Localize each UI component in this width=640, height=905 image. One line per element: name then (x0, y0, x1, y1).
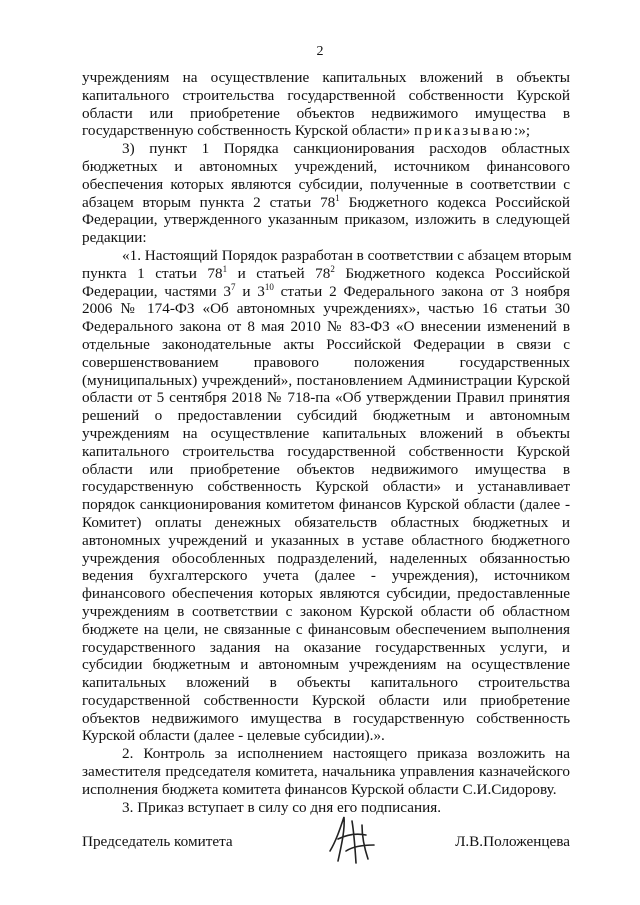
line-text: 3) пункт 1 Порядка санкционирования расходов областных (122, 140, 570, 158)
text-line (82, 87, 570, 105)
text-line (82, 532, 570, 550)
text-line (82, 781, 570, 799)
text-line (82, 710, 570, 728)
line-text-continued: Бюджетного кодекса Российской (339, 193, 570, 211)
line-text-continued: и статьей 78 (227, 264, 331, 282)
line-text: капитального строительства государственной собственности Курской (82, 442, 570, 460)
text-line (82, 425, 570, 443)
line-text: капитальных вложений в объекты капитального строительства (82, 674, 570, 692)
line-text: государственную собственность Курской области» (82, 122, 415, 140)
line-text: области или приобретение объектов недвижимого имущества в (82, 460, 570, 478)
line-text: субсидии бюджетным и автономным учреждениям на осуществление (82, 656, 570, 674)
line-text: пункта 1 статьи 78 (82, 264, 223, 282)
text-line (82, 443, 570, 461)
text-line (82, 176, 570, 194)
text-line (82, 140, 570, 158)
text-line (82, 478, 570, 496)
line-text: абзацем вторым пункта 2 статьи 78 (82, 193, 336, 211)
line-text: 2. Контроль за исполнением настоящего приказа возложить на (122, 745, 570, 763)
text-line (82, 389, 570, 407)
line-text: государственную собственность Курской области» и устанавливает (82, 478, 570, 496)
line-text: учреждения обособленных подразделений, наделенных обязанностью (82, 549, 570, 567)
signatory-title: Председатель комитета (82, 833, 233, 850)
line-text: государственного задания на оказание государственных услуги, и (82, 638, 570, 656)
text-line (82, 567, 570, 585)
text-line (82, 727, 570, 745)
superscript: 1 (222, 263, 228, 274)
line-text: области или приобретение объектов недвижимого имущества в (82, 104, 570, 122)
line-text: Курской области (далее - целевые субсидии).». (82, 727, 385, 745)
superscript: 7 (231, 281, 236, 292)
text-line (82, 692, 570, 710)
text-line (82, 550, 570, 568)
line-text: учреждениям на осуществление капитальных вложений в объекты (82, 69, 570, 86)
text-line (82, 461, 570, 479)
line-text: обеспечения которых являются субсидии, полученные в соответствии с (82, 175, 570, 193)
text-line (82, 211, 570, 229)
line-text: Федерации, частями 3 (82, 282, 232, 300)
line-text: (муниципальных) учреждений», постановлением Администрации Курской (82, 371, 570, 389)
line-text: автономных учреждений и указанных в уставе областного бюджетного (82, 531, 570, 549)
text-line (82, 514, 570, 532)
line-text: области от 5 сентября 2018 № 718-па «Об утверждении Правил принятия (82, 389, 570, 407)
line-text-continued: :»; (514, 122, 531, 140)
text-line (82, 621, 570, 639)
document-body (82, 69, 570, 816)
line-text: исполнения бюджета комитета финансов Курской области С.И.Сидорову. (82, 780, 557, 798)
line-text: Федерального закона от 8 мая 2010 № 83-ФЗ «О внесении изменений в (82, 318, 570, 336)
superscript: 2 (330, 263, 335, 274)
line-text: государственной собственности Курской области или приобретение (82, 691, 570, 709)
text-line (82, 229, 570, 247)
text-line (82, 354, 570, 372)
handwritten-signature (322, 811, 382, 869)
line-text-continued: Бюджетного кодекса Российской (334, 264, 570, 282)
text-line (82, 283, 570, 301)
line-text-continued: статьи 2 Федерального закона от 3 ноября (273, 282, 570, 300)
text-line (82, 656, 570, 674)
line-text: учреждениям в соответствии с законом Курской области об областном (82, 602, 570, 620)
line-text: бюджете на цели, не связанные с финансовым обеспечением выполнения (82, 620, 570, 638)
line-text: капитального строительства государственной собственности Курской (82, 86, 570, 104)
line-text: «1. Настоящий Порядок разработан в соответствии с абзацем вторым (122, 246, 572, 264)
line-text: редакции: (82, 229, 147, 247)
text-line (82, 247, 570, 265)
text-line (82, 603, 570, 621)
line-text: учреждениям на осуществление капитальных вложений в объекты (82, 424, 570, 442)
text-line (82, 318, 570, 336)
spaced-word: приказываю (414, 122, 515, 140)
text-line (82, 265, 570, 283)
line-text: Комитет) оплаты денежных обязательств областных бюджетных и (82, 513, 570, 531)
line-text: совершенствованием правового положения государственных (82, 353, 570, 371)
text-line (82, 496, 570, 514)
signature-block (82, 823, 570, 863)
text-line (82, 122, 570, 140)
superscript: 10 (264, 281, 274, 292)
text-line (82, 639, 570, 657)
page-number: 2 (316, 44, 324, 59)
line-text: Федерации, утвержденного указанным приказом, изложить в следующей (82, 211, 570, 229)
text-line (82, 336, 570, 354)
text-line (82, 585, 570, 603)
line-text-continued: и 3 (235, 282, 265, 300)
line-text: решений о предоставлении субсидий бюджетным и автономным (82, 407, 570, 425)
line-text: 2006 № 174-ФЗ «Об автономных учреждениях», частью 16 статьи 30 (82, 300, 570, 318)
text-line (82, 674, 570, 692)
line-text: финансового обеспечения которых являются субсидии, предоставленные (82, 585, 570, 603)
line-text: заместителя председателя комитета, начальника управления казначейского (82, 763, 570, 781)
line-text: порядок санкционирования комитетом финансов Курской области (далее - (82, 496, 570, 514)
text-line (82, 69, 570, 87)
line-text: отдельные законодательные акты Российской Федерации в связи с (82, 335, 570, 353)
line-text: объектов недвижимого имущества в государственную собственность (82, 709, 570, 727)
line-text: 3. Приказ вступает в силу со дня его подписания. (122, 798, 441, 816)
line-text: бюджетных и автономных учреждений, источником финансового (82, 157, 570, 175)
text-line (82, 158, 570, 176)
text-line (82, 105, 570, 123)
text-line (82, 763, 570, 781)
text-line (82, 745, 570, 763)
line-text: ведения бухгалтерского учета (далее - учреждения), источником (82, 567, 570, 585)
text-line (82, 372, 570, 390)
superscript: 1 (335, 192, 340, 203)
signatory-name: Л.В.Положенцева (455, 833, 570, 850)
text-line (82, 194, 570, 212)
text-line (82, 300, 570, 318)
text-line (82, 407, 570, 425)
